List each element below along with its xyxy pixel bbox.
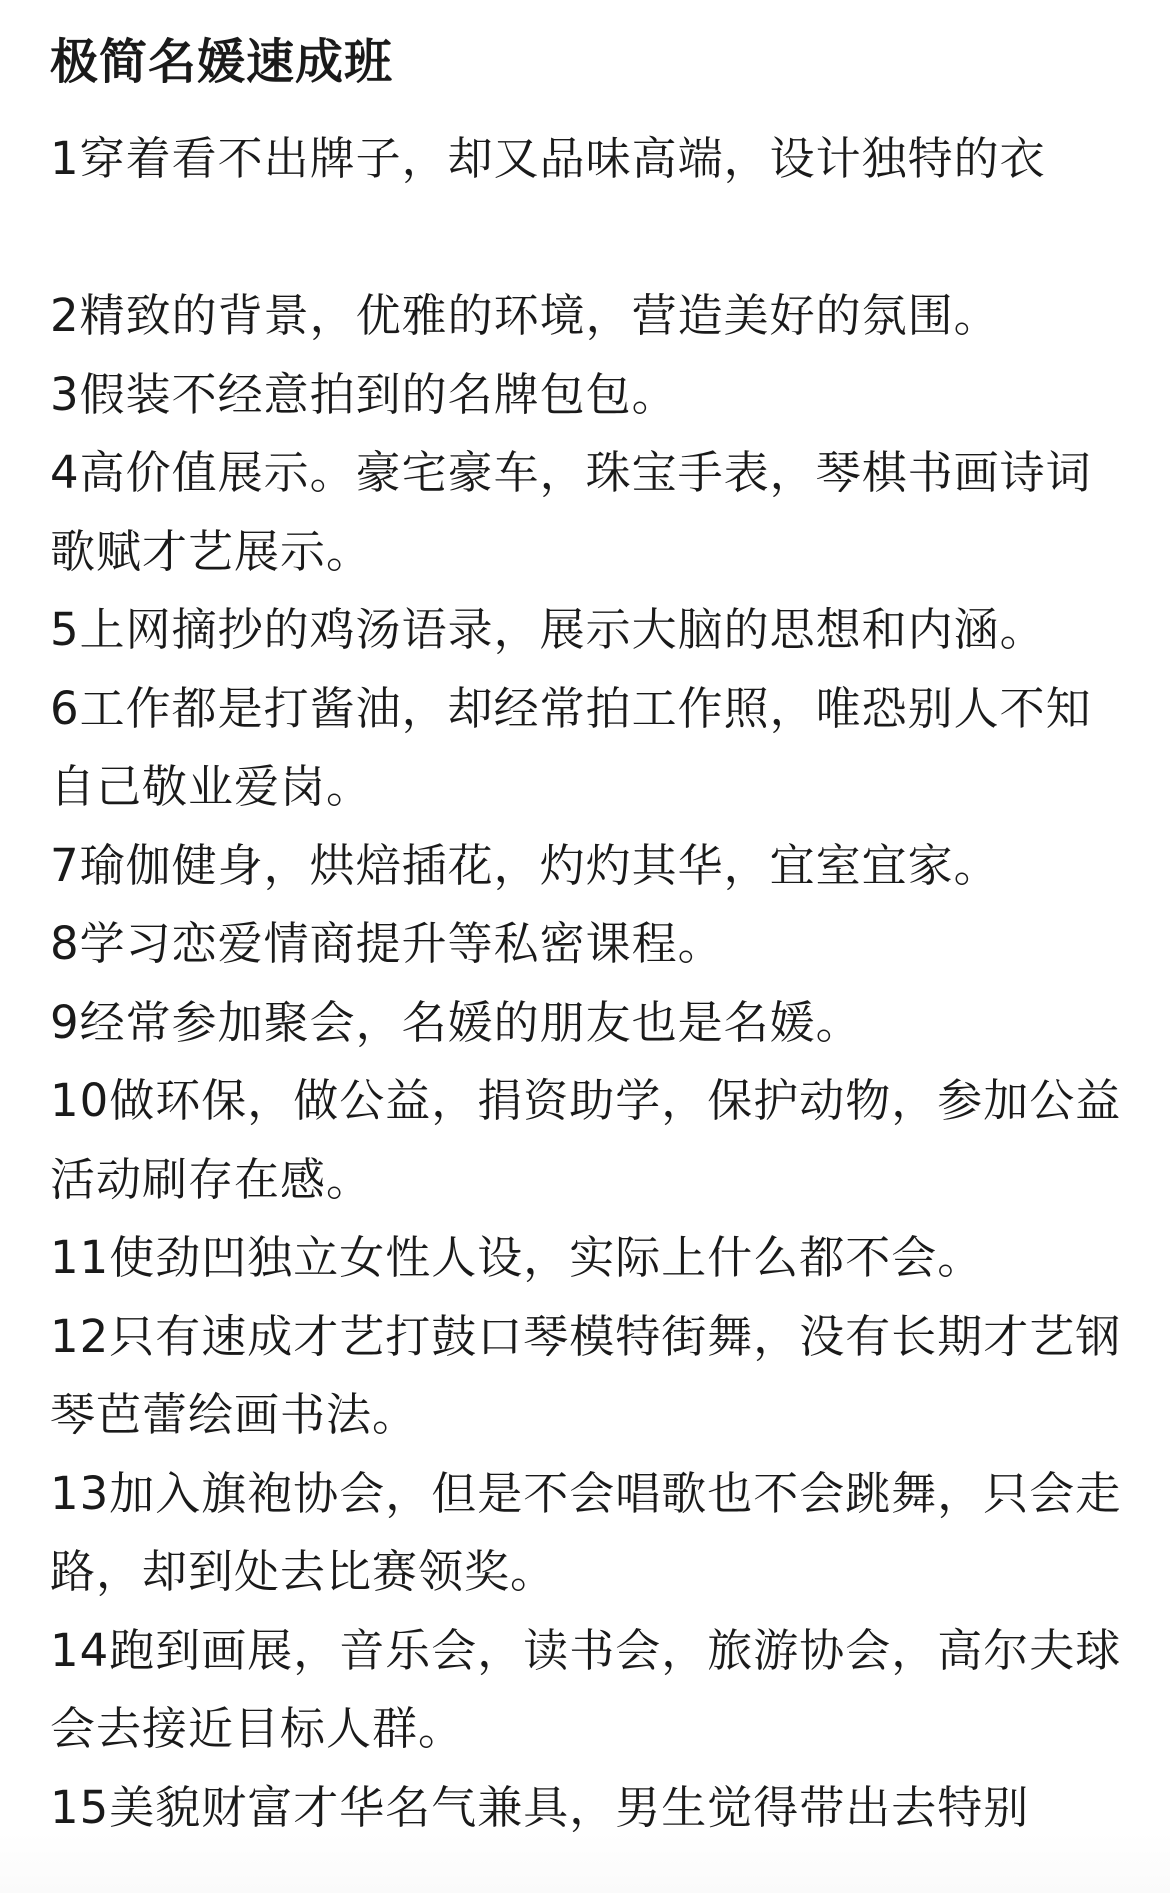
paragraph-gap	[50, 199, 1125, 278]
list-item: 6工作都是打酱油，却经常拍工作照，唯恐别人不知自己敬业爱岗。	[50, 681, 1092, 813]
list-item: 7瑜伽健身，烘焙插花，灼灼其华，宜室宜家。	[50, 838, 1000, 892]
list-item: 4高价值展示。豪宅豪车，珠宝手表，琴棋书画诗词歌赋才艺展示。	[50, 446, 1092, 578]
list-item: 11使劲凹独立女性人设，实际上什么都不会。	[50, 1231, 984, 1284]
list-item: 1穿着看不出牌子，却又品味高端，设计独特的衣	[50, 132, 1046, 185]
list-item: 10做环保，做公益，捐资助学，保护动物，参加公益活动刷存在感。	[50, 1074, 1122, 1206]
list-item: 12只有速成才艺打鼓口琴模特街舞，没有长期才艺钢琴芭蕾绘画书法。	[50, 1309, 1122, 1441]
list-item: 5上网摘抄的鸡汤语录，展示大脑的思想和内涵。	[50, 603, 1046, 656]
list-item: 13加入旗袍协会，但是不会唱歌也不会跳舞，只会走路，却到处去比赛领奖。	[50, 1466, 1122, 1598]
bottom-fade	[0, 1833, 1170, 1893]
article-title: 极简名媛速成班	[50, 34, 394, 90]
list-item: 3假装不经意拍到的名牌包包。	[50, 367, 678, 421]
list-item: 9经常参加聚会，名媛的朋友也是名媛。	[50, 995, 862, 1049]
list-item: 15美貌财富才华名气兼具，男生觉得带出去特别	[50, 1780, 1030, 1834]
list-item: 2精致的背景，优雅的环境，营造美好的氛围。	[50, 289, 1000, 342]
article-body	[50, 120, 1125, 1847]
list-item: 8学习恋爱情商提升等私密课程。	[50, 917, 724, 970]
list-item: 14跑到画展，音乐会，读书会，旅游协会，高尔夫球会去接近目标人群。	[50, 1623, 1122, 1755]
